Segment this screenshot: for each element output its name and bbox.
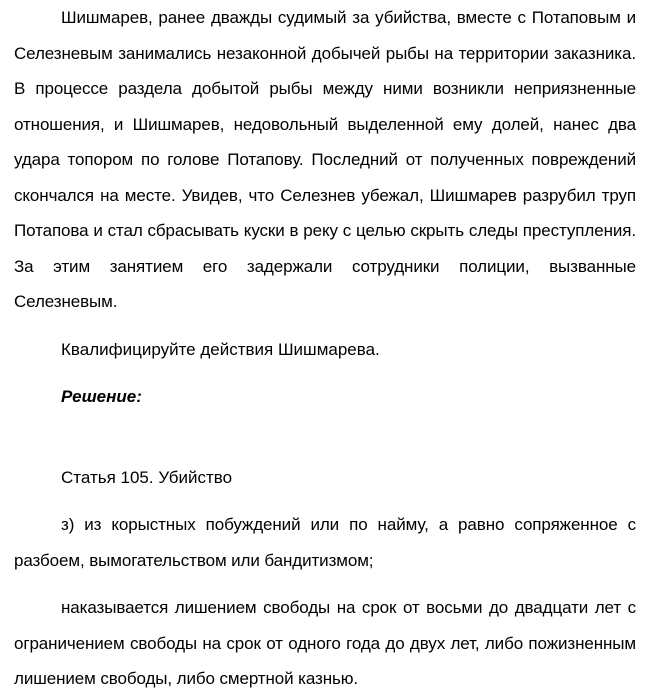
spacer [14,367,636,379]
problem-paragraph: Шишмарев, ранее дважды судимый за убийства, вместе с Потаповым и Селезневым занимались незаконной добычей рыбы на территории заказника. В процессе раздела добытой рыбы между ними возникли неприязненные отношения, и Шишмарев, недовольный выделенной ему долей, нанес два удара топором по голове Потапову. Последний от полученных повреждений скончался на месте. Увидев, что Селезнев убежал, Шишмарев разрубил труп Потапова и стал сбрасывать куски в реку с целью скрыть следы преступления. За этим занятием его задержали сотрудники полиции, вызванные Селезневым. [14,8,636,311]
spacer [14,320,636,332]
spacer [14,578,636,590]
article-clause: з) из корыстных побуждений или по найму, а равно сопряженное с разбоем, вымогательством или бандитизмом; [14,515,636,570]
spacer [14,415,636,460]
article-title: Статья 105. Убийство [61,467,233,487]
article-punishment: наказывается лишением свободы на срок от восьми до двадцати лет с ограничением свободы на срок от одного года до двух лет, либо пожизненным лишением свободы, либо смертной казнью. [14,598,636,688]
document-page [14,0,636,697]
spacer [14,495,636,507]
question-text: Квалифицируйте действия Шишмарева. [61,339,380,359]
solution-heading: Решение: [61,387,142,406]
